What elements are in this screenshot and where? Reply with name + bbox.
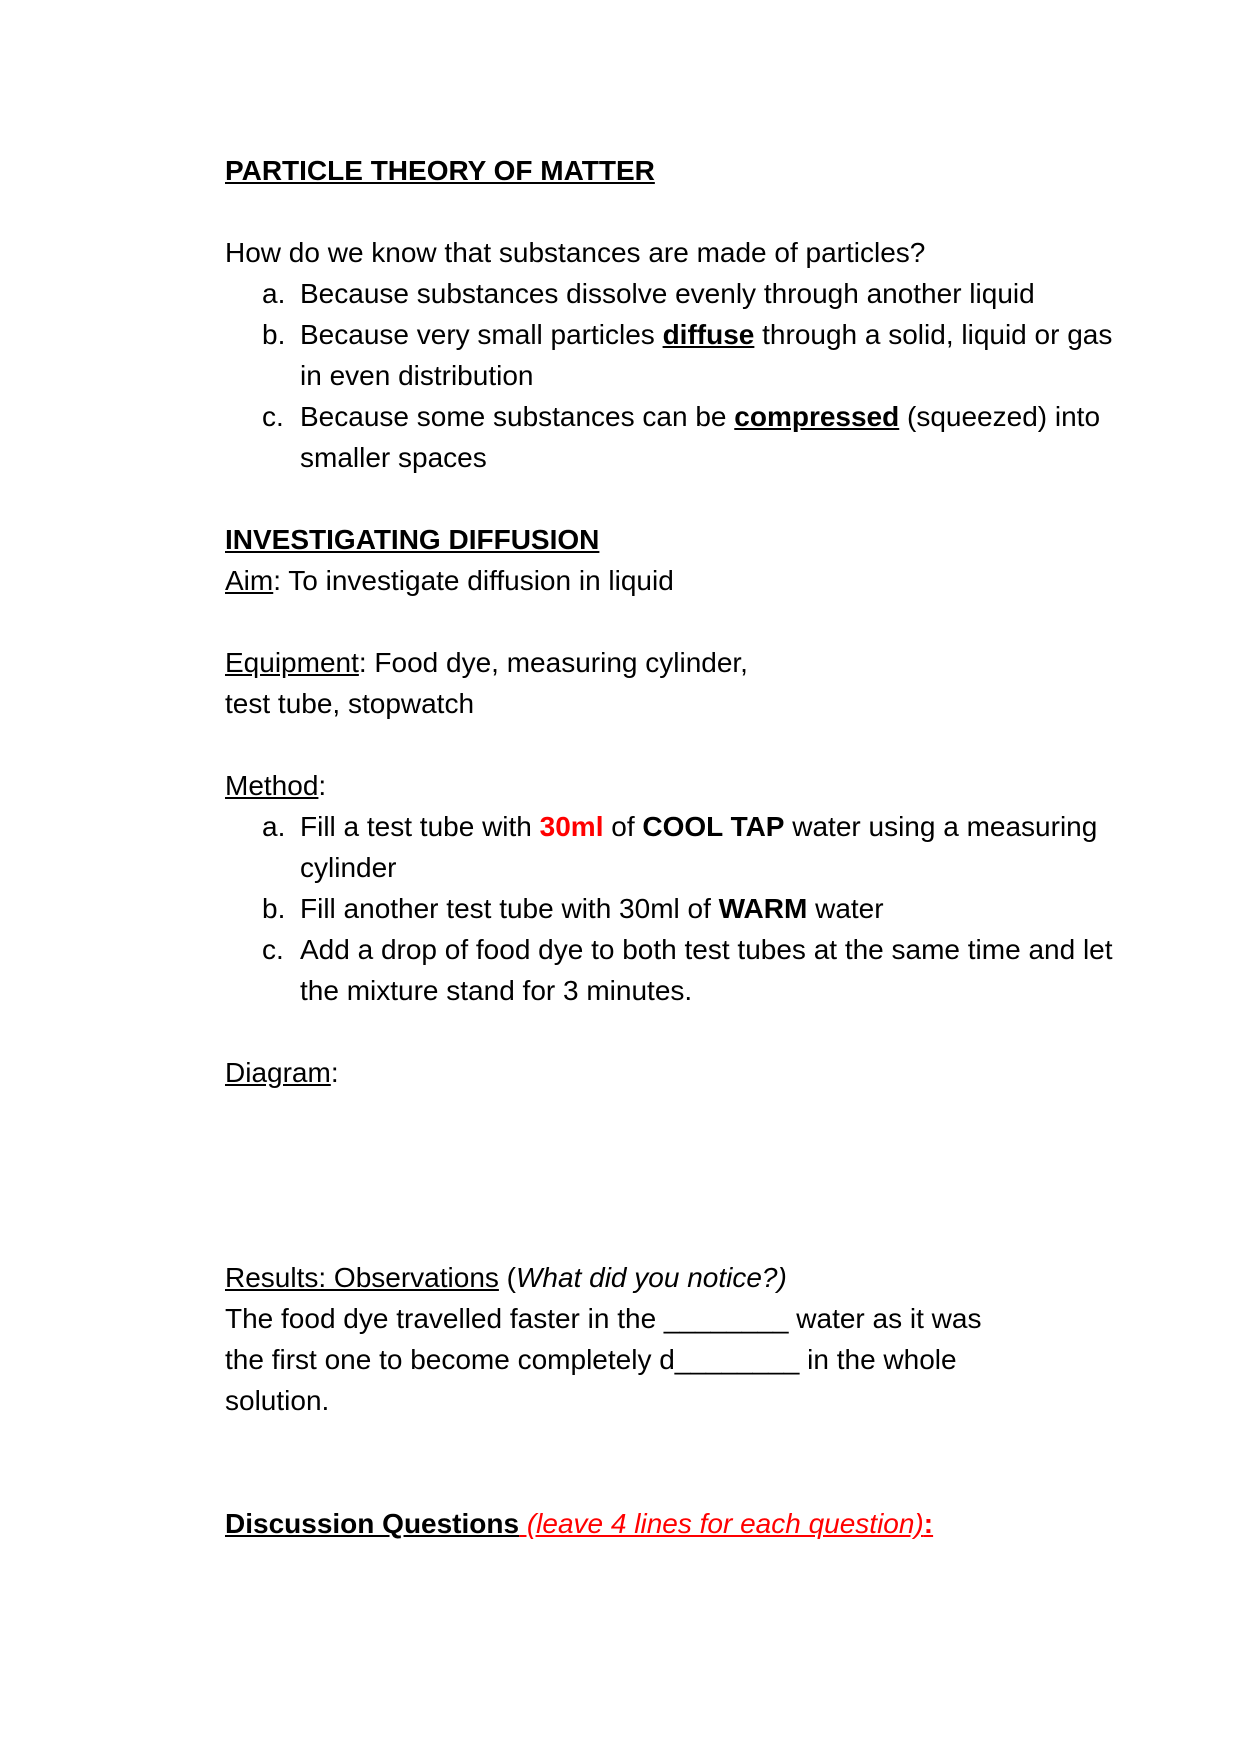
reason-text-end: (squeezed) into smaller spaces — [300, 401, 1101, 473]
method-label: Method — [225, 770, 319, 801]
reasons-list — [225, 273, 1125, 478]
results-prompt: What did you notice?) — [516, 1262, 787, 1293]
reason-text: Because very small particles — [300, 319, 663, 350]
list-item — [262, 888, 1125, 929]
reason-text-end: through a solid, liquid or gas in even distribution — [300, 319, 1113, 391]
diagram-heading — [225, 1052, 1125, 1093]
step-text: of — [603, 811, 643, 842]
list-marker: c. — [262, 401, 284, 432]
results-line-1: The food dye travelled faster in the ________ water as it was — [225, 1303, 982, 1334]
method-steps — [225, 806, 1125, 1011]
method-heading — [225, 765, 1125, 806]
diagram-label: Diagram — [225, 1057, 331, 1088]
aim-text: : To investigate diffusion in liquid — [273, 565, 674, 596]
step-text: Fill a test tube with — [300, 811, 540, 842]
reason-text: Because some substances can be — [300, 401, 735, 432]
list-item — [262, 929, 1125, 1011]
diagram-space — [225, 1093, 1125, 1257]
equipment-text: : Food dye, measuring cylinder, — [358, 647, 748, 678]
key-term-compressed: compressed — [734, 401, 900, 432]
equipment-label: Equipment — [225, 647, 359, 678]
volume-highlight: 30ml — [539, 811, 604, 842]
water-type-cool: COOL TAP — [642, 811, 785, 842]
list-item — [262, 314, 1125, 396]
step-text: Fill another test tube with 30ml of — [300, 893, 719, 924]
results-paren: ( — [498, 1262, 516, 1293]
list-marker: c. — [262, 934, 284, 965]
list-marker: b. — [262, 319, 286, 350]
list-marker: a. — [262, 811, 286, 842]
discussion-colon: : — [923, 1508, 934, 1539]
intro-question: How do we know that substances are made of particles? — [225, 237, 926, 268]
step-text-end: water — [807, 893, 884, 924]
section-title-diffusion: INVESTIGATING DIFFUSION — [225, 524, 600, 555]
reason-text: Because substances dissolve evenly through another liquid — [300, 278, 1035, 309]
results-line-3: solution. — [225, 1385, 330, 1416]
document-body — [225, 150, 1125, 1544]
results-heading — [225, 1257, 1125, 1298]
step-text-end: water using a measuring cylinder — [300, 811, 1098, 883]
discussion-note: (leave 4 lines for each question) — [519, 1508, 924, 1539]
results-line-2: the first one to become completely d________ in the whole — [225, 1344, 957, 1375]
water-type-warm: WARM — [718, 893, 808, 924]
list-item — [262, 396, 1125, 478]
key-term-diffuse: diffuse — [662, 319, 755, 350]
method-colon: : — [318, 770, 327, 801]
aim-label: Aim — [225, 565, 274, 596]
list-marker: a. — [262, 278, 286, 309]
aim-line — [225, 560, 1125, 601]
discussion-heading — [225, 1503, 1125, 1544]
step-text: Add a drop of food dye to both test tubes at the same time and let the mixture stand for 3 minutes. — [300, 934, 1113, 1006]
page-title: PARTICLE THEORY OF MATTER — [225, 155, 655, 186]
discussion-label: Discussion Questions — [225, 1508, 520, 1539]
list-marker: b. — [262, 893, 286, 924]
results-label: Results: Observations — [225, 1262, 499, 1293]
equipment-line — [225, 642, 1125, 683]
equipment-line-2: test tube, stopwatch — [225, 688, 475, 719]
list-item — [262, 273, 1125, 314]
list-item — [262, 806, 1125, 888]
diagram-colon: : — [330, 1057, 339, 1088]
